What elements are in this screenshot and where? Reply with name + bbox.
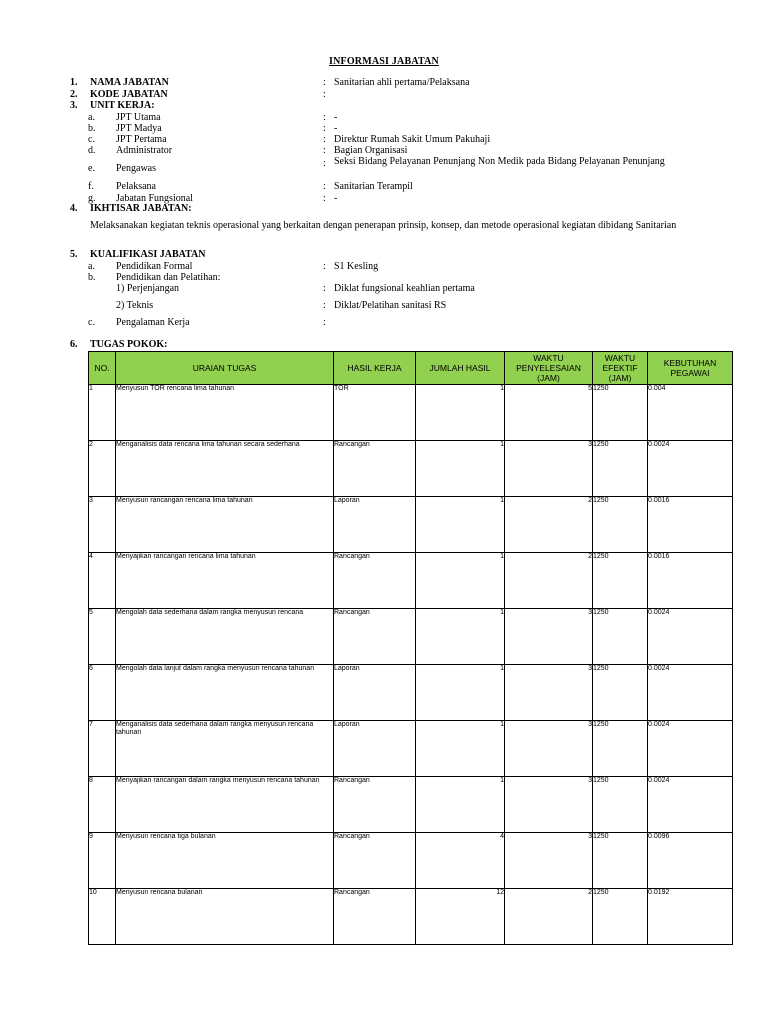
cell-jumlah: 1 — [416, 497, 505, 553]
perjenjangan-label: 1) Perjenjangan — [116, 283, 180, 294]
cell-jumlah: 1 — [416, 441, 505, 497]
unit-letter: g. — [88, 193, 96, 204]
cell-kebutuhan: 0.0192 — [648, 889, 733, 945]
cell-waktu: 2 — [505, 553, 593, 609]
cell-hasil: Rancangan — [334, 441, 416, 497]
cell-no: 1 — [89, 385, 116, 441]
cell-waktu: 2 — [505, 889, 593, 945]
unit-letter: e. — [88, 163, 95, 174]
colon: : — [323, 112, 326, 123]
cell-uraian: Menyusun rencana tiga bulanan — [116, 833, 334, 889]
cell-waktu: 3 — [505, 833, 593, 889]
colon: : — [323, 158, 326, 169]
colon: : — [323, 300, 326, 311]
unit-value: Sanitarian Terampil — [334, 181, 413, 192]
unit-letter: c. — [88, 134, 95, 145]
unit-label: JPT Utama — [116, 112, 161, 123]
pendidikan-formal-label: Pendidikan Formal — [116, 261, 193, 272]
cell-kebutuhan: 0.0024 — [648, 441, 733, 497]
cell-uraian: Menyusun rancangan rencana lima tahunan — [116, 497, 334, 553]
table-row — [89, 833, 733, 889]
cell-hasil: Rancangan — [334, 609, 416, 665]
cell-uraian: Mengolah data lanjut dalam rangka menyusun rencana tahunan — [116, 665, 334, 721]
cell-efektif: 1250 — [593, 665, 648, 721]
table-row — [89, 777, 733, 833]
cell-efektif: 1250 — [593, 441, 648, 497]
header-waktu-efektif: WAKTU EFEKTIF (JAM) — [593, 352, 648, 385]
cell-no: 2 — [89, 441, 116, 497]
header-no: NO. — [89, 352, 116, 385]
cell-uraian: Menyajikan rancangan dalam rangka menyusun rencana tahunan — [116, 777, 334, 833]
unit-label: Jabatan Fungsional — [116, 193, 193, 204]
cell-uraian: Menyajikan rancangan rencana lima tahunan — [116, 553, 334, 609]
cell-waktu: 3 — [505, 441, 593, 497]
cell-hasil: Laporan — [334, 721, 416, 777]
cell-no: 10 — [89, 889, 116, 945]
section-number: 5. — [70, 249, 78, 260]
colon: : — [323, 145, 326, 156]
section-number: 3. — [70, 100, 78, 111]
cell-waktu: 2 — [505, 497, 593, 553]
header-uraian-tugas: URAIAN TUGAS — [116, 352, 334, 385]
cell-efektif: 1250 — [593, 553, 648, 609]
cell-uraian: Menganalisis data rencana lima tahunan secara sederhana — [116, 441, 334, 497]
cell-efektif: 1250 — [593, 497, 648, 553]
section-number: 1. — [70, 77, 78, 88]
cell-hasil: Rancangan — [334, 553, 416, 609]
pendidikan-formal-value: S1 Kesling — [334, 261, 379, 272]
unit-value: Direktur Rumah Sakit Umum Pakuhaji — [334, 134, 491, 145]
cell-uraian: Menyusun TOR rencana lima tahunan — [116, 385, 334, 441]
tugas-pokok-table — [88, 351, 733, 945]
table-row — [89, 553, 733, 609]
cell-jumlah: 1 — [416, 665, 505, 721]
perjenjangan-value: Diklat fungsional keahlian pertama — [334, 283, 475, 294]
cell-kebutuhan: 0.0024 — [648, 721, 733, 777]
nama-jabatan-label: NAMA JABATAN — [90, 77, 169, 88]
cell-efektif: 1250 — [593, 721, 648, 777]
cell-uraian: Mengolah data sederhana dalam rangka menyusun rencana — [116, 609, 334, 665]
kode-jabatan-label: KODE JABATAN — [90, 89, 168, 100]
kual-letter: c. — [88, 317, 95, 328]
cell-no: 7 — [89, 721, 116, 777]
teknis-label: 2) Teknis — [116, 300, 154, 311]
table-row — [89, 441, 733, 497]
section-number: 6. — [70, 339, 78, 350]
table-row — [89, 609, 733, 665]
header-waktu-penyelesaian: WAKTU PENYELESAIAN (JAM) — [505, 352, 593, 385]
unit-label: JPT Pertama — [116, 134, 167, 145]
cell-kebutuhan: 0.0016 — [648, 553, 733, 609]
cell-jumlah: 1 — [416, 385, 505, 441]
tugas-pokok-label: TUGAS POKOK: — [90, 339, 168, 350]
table-row — [89, 385, 733, 441]
header-jumlah-hasil: JUMLAH HASIL — [416, 352, 505, 385]
unit-value: - — [334, 193, 338, 204]
unit-value: Seksi Bidang Pelayanan Penunjang Non Medik pada Bidang Pelayanan Penunjang — [334, 156, 665, 167]
cell-uraian: Menyusun rencana bulanan — [116, 889, 334, 945]
cell-waktu: 3 — [505, 721, 593, 777]
colon: : — [323, 317, 326, 328]
cell-jumlah: 1 — [416, 777, 505, 833]
cell-hasil: Rancangan — [334, 777, 416, 833]
cell-waktu: 3 — [505, 665, 593, 721]
cell-kebutuhan: 0.0016 — [648, 497, 733, 553]
cell-kebutuhan: 0.0024 — [648, 777, 733, 833]
cell-no: 3 — [89, 497, 116, 553]
cell-no: 4 — [89, 553, 116, 609]
colon: : — [323, 283, 326, 294]
unit-label: Administrator — [116, 145, 173, 156]
cell-jumlah: 4 — [416, 833, 505, 889]
unit-kerja-label: UNIT KERJA: — [90, 100, 155, 111]
table-row — [89, 665, 733, 721]
unit-value: Bagian Organisasi — [334, 145, 408, 156]
cell-efektif: 1250 — [593, 385, 648, 441]
section-number: 2. — [70, 89, 78, 100]
cell-kebutuhan: 0.0096 — [648, 833, 733, 889]
colon: : — [323, 134, 326, 145]
cell-no: 9 — [89, 833, 116, 889]
ikhtisar-label: IKHTISAR JABATAN: — [90, 203, 192, 214]
cell-hasil: Rancangan — [334, 833, 416, 889]
cell-jumlah: 1 — [416, 553, 505, 609]
kual-letter: b. — [88, 272, 96, 283]
cell-kebutuhan: 0.0024 — [648, 609, 733, 665]
header-hasil-kerja: HASIL KERJA — [334, 352, 416, 385]
kualifikasi-label: KUALIFIKASI JABATAN — [90, 249, 206, 260]
table-row — [89, 721, 733, 777]
colon: : — [323, 193, 326, 204]
pengalaman-label: Pengalaman Kerja — [116, 317, 190, 328]
cell-jumlah: 12 — [416, 889, 505, 945]
ikhtisar-text: Melaksanakan kegiatan teknis operasional yang berkaitan dengan penerapan prinsip, konsep, dan metode operasional kegiatan dibidang Sanitarian — [90, 220, 677, 231]
unit-label: Pelaksana — [116, 181, 156, 192]
cell-efektif: 1250 — [593, 833, 648, 889]
teknis-value: Diklat/Pelatihan sanitasi RS — [334, 300, 447, 311]
unit-letter: d. — [88, 145, 96, 156]
cell-kebutuhan: 0.004 — [648, 385, 733, 441]
colon: : — [323, 123, 326, 134]
cell-hasil: TOR — [334, 385, 416, 441]
colon: : — [323, 261, 326, 272]
unit-letter: a. — [88, 112, 95, 123]
unit-value: - — [334, 123, 338, 134]
cell-efektif: 1250 — [593, 609, 648, 665]
cell-jumlah: 1 — [416, 609, 505, 665]
cell-uraian: Menganalisis data sederhana dalam rangka menyusun rencana tahunan — [116, 721, 334, 777]
table-row — [89, 889, 733, 945]
colon: : — [323, 77, 326, 88]
document-title: INFORMASI JABATAN — [329, 56, 439, 67]
cell-no: 8 — [89, 777, 116, 833]
unit-label: JPT Madya — [116, 123, 162, 134]
nama-jabatan-value: Sanitarian ahli pertama/Pelaksana — [334, 77, 470, 88]
section-number: 4. — [70, 203, 78, 214]
table-row — [89, 497, 733, 553]
cell-waktu: 5 — [505, 385, 593, 441]
cell-waktu: 3 — [505, 777, 593, 833]
colon: : — [323, 89, 326, 100]
cell-hasil: Rancangan — [334, 889, 416, 945]
cell-hasil: Laporan — [334, 497, 416, 553]
cell-waktu: 3 — [505, 609, 593, 665]
unit-letter: f. — [88, 181, 94, 192]
header-kebutuhan-pegawai: KEBUTUHAN PEGAWAI — [648, 352, 733, 385]
cell-efektif: 1250 — [593, 889, 648, 945]
colon: : — [323, 181, 326, 192]
diklat-label: Pendidikan dan Pelatihan: — [116, 272, 221, 283]
unit-value: - — [334, 112, 338, 123]
kual-letter: a. — [88, 261, 95, 272]
table-header-row — [89, 352, 733, 385]
cell-jumlah: 1 — [416, 721, 505, 777]
cell-hasil: Laporan — [334, 665, 416, 721]
cell-no: 6 — [89, 665, 116, 721]
unit-label: Pengawas — [116, 163, 156, 174]
cell-no: 5 — [89, 609, 116, 665]
unit-letter: b. — [88, 123, 96, 134]
cell-efektif: 1250 — [593, 777, 648, 833]
cell-kebutuhan: 0.0024 — [648, 665, 733, 721]
